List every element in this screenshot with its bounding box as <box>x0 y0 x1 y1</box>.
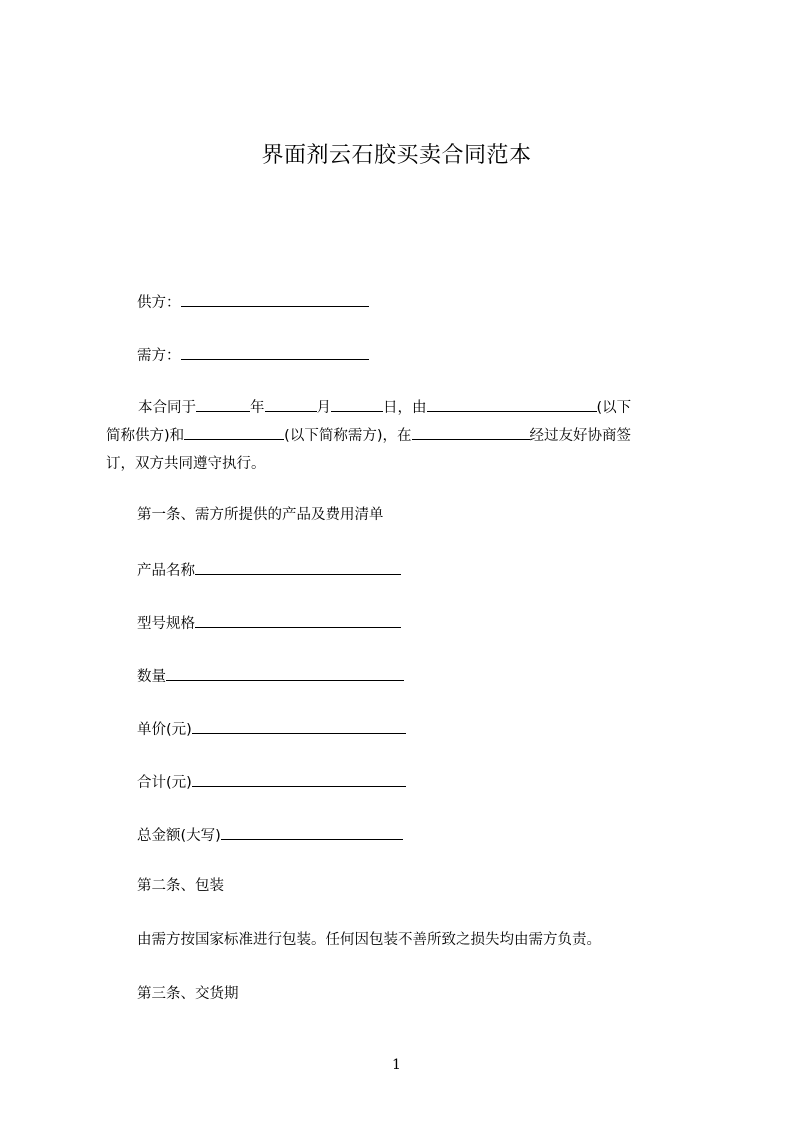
unit-price-blank[interactable] <box>192 717 406 734</box>
article1-heading: 第一条、需方所提供的产品及费用清单 <box>137 507 384 523</box>
location-blank[interactable] <box>412 424 530 440</box>
intro-text-2: 年 <box>250 400 265 416</box>
subtotal-blank[interactable] <box>192 770 406 787</box>
subtotal-line <box>137 770 406 793</box>
model-spec-blank[interactable] <box>195 611 401 628</box>
year-blank[interactable] <box>196 396 250 412</box>
intro-text-3: 月 <box>316 400 331 416</box>
intro-text-8: 经过友好协商签 <box>529 428 631 444</box>
supplier-line <box>137 290 369 313</box>
intro-row-1 <box>106 394 706 422</box>
supplier-blank[interactable] <box>181 290 369 307</box>
product-name-line <box>137 558 401 581</box>
article2-text: 由需方按国家标准进行包装。任何因包装不善所致之损失均由需方负责。 <box>137 932 601 948</box>
page-number: 1 <box>392 1057 401 1073</box>
model-spec-label: 型号规格 <box>137 616 195 632</box>
month-blank[interactable] <box>265 396 317 412</box>
buyer-line <box>137 343 369 366</box>
total-upper-blank[interactable] <box>221 823 403 840</box>
intro-row-2 <box>106 422 706 450</box>
unit-price-label: 单价(元) <box>137 722 192 738</box>
quantity-label: 数量 <box>137 669 166 685</box>
subtotal-label: 合计(元) <box>137 775 192 791</box>
article3-heading: 第三条、交货期 <box>137 986 239 1002</box>
total-upper-label: 总金额(大写) <box>137 828 221 844</box>
intro-paragraph <box>106 394 706 478</box>
intro-text-1: 本合同于 <box>138 400 196 416</box>
intro-text-7: (以下简称需方)，在 <box>284 428 412 444</box>
quantity-line <box>137 664 404 687</box>
intro-text-9: 订，双方共同遵守执行。 <box>106 456 266 472</box>
intro-text-4: 日，由 <box>383 400 427 416</box>
unit-price-line <box>137 717 406 740</box>
article2-heading: 第二条、包装 <box>137 878 224 894</box>
intro-text-6: 简称供方)和 <box>106 428 185 444</box>
buyer-label: 需方： <box>137 348 181 364</box>
buyer-name-blank[interactable] <box>184 424 284 440</box>
product-name-label: 产品名称 <box>137 563 195 579</box>
intro-row-3 <box>106 450 706 478</box>
document-title: 界面剂云石胶买卖合同范本 <box>261 143 532 168</box>
product-name-blank[interactable] <box>195 558 401 575</box>
day-blank[interactable] <box>331 396 383 412</box>
quantity-blank[interactable] <box>166 664 404 681</box>
intro-text-5: (以下 <box>596 400 632 416</box>
buyer-blank[interactable] <box>181 343 369 360</box>
supplier-label: 供方： <box>137 295 181 311</box>
supplier-name-blank[interactable] <box>427 396 597 412</box>
total-upper-line <box>137 823 403 846</box>
model-spec-line <box>137 611 401 634</box>
